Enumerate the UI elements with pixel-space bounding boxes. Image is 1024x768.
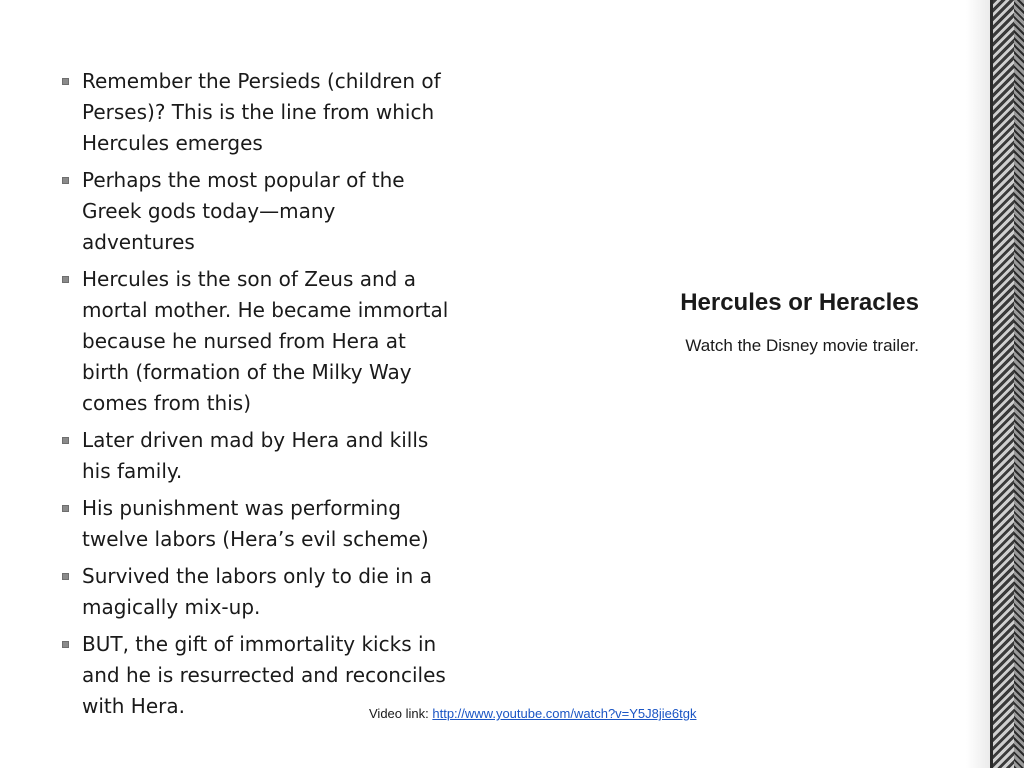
bullet-text: His punishment was performing twelve labors (Hera’s evil scheme) bbox=[82, 496, 429, 551]
square-bullet-icon bbox=[62, 641, 69, 648]
bullet-text: Perhaps the most popular of the Greek gods today—many adventures bbox=[82, 168, 405, 254]
bullet-item bbox=[60, 165, 452, 258]
square-bullet-icon bbox=[62, 276, 69, 283]
bullet-text: Survived the labors only to die in a magically mix-up. bbox=[82, 564, 432, 619]
bullet-item bbox=[60, 425, 452, 487]
square-bullet-icon bbox=[62, 573, 69, 580]
bullet-item bbox=[60, 264, 452, 419]
bullet-text: Later driven mad by Hera and kills his family. bbox=[82, 428, 429, 483]
bullet-text: Hercules is the son of Zeus and a mortal mother. He became immortal because he nursed from Hera at birth (formation of the Milky Way comes from this) bbox=[82, 267, 449, 415]
video-link-line bbox=[369, 706, 696, 721]
bullet-item bbox=[60, 561, 452, 623]
square-bullet-icon bbox=[62, 437, 69, 444]
bullet-list bbox=[60, 66, 452, 728]
video-link-label: Video link: bbox=[369, 706, 433, 721]
bullet-item bbox=[60, 493, 452, 555]
bullet-text: BUT, the gift of immortality kicks in and he is resurrected and reconciles with Hera. bbox=[82, 632, 446, 718]
slide-title: Hercules or Heracles bbox=[680, 289, 919, 316]
square-bullet-icon bbox=[62, 505, 69, 512]
bullet-item bbox=[60, 66, 452, 159]
decorative-border bbox=[990, 0, 1024, 768]
video-link[interactable]: http://www.youtube.com/watch?v=Y5J8jie6tgk bbox=[432, 706, 697, 721]
bullet-text: Remember the Persieds (children of Perses)? This is the line from which Hercules emerges bbox=[82, 69, 441, 155]
square-bullet-icon bbox=[62, 78, 69, 85]
slide-subtitle: Watch the Disney movie trailer. bbox=[685, 336, 919, 355]
square-bullet-icon bbox=[62, 177, 69, 184]
